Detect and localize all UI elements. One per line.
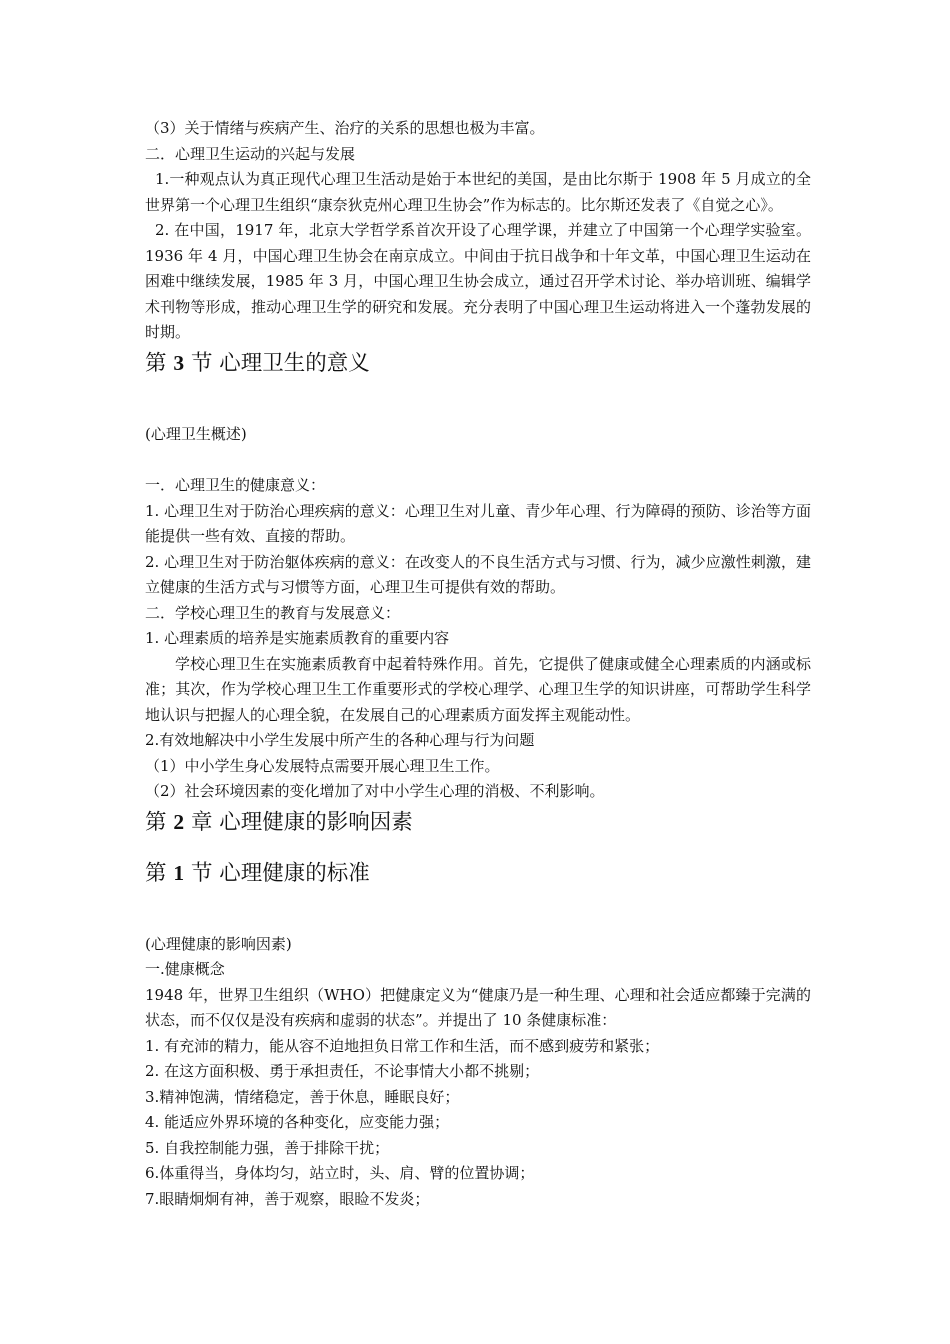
health-standard-item: 3.精神饱满，情绪稳定，善于休息，睡眠良好； <box>145 1087 460 1106</box>
health-standard-item: 7.眼睛炯炯有神，善于观察，眼睑不发炎； <box>145 1189 430 1208</box>
heading-title: 节 心理健康的标准 <box>190 860 370 886</box>
physical-illness-prevention-item: 2. 心理卫生对于防治躯体疾病的意义：在改变人的不良生活方式与习惯、行为，减少应激性刺激，建立健康的生活方式与习惯等方面，心理卫生可提供有效的帮助。 <box>145 552 811 596</box>
china-history-paragraph: 2. 在中国，1917 年，北京大学哲学系首次开设了心理学课，并建立了中国第一个心理学实验室。1936 年 4 月，中国心理卫生协会在南京成立。中间由于抗日战争和十年文革，中国心理卫生运动在困难中继续发展，1985 年 3 月，中国心理卫生协会成立，通过召开学术讨论、举办培训班、编辑学术刊物等形成，推动心理卫生学的研究和发展。充分表明了中国心理卫生运动将进入一个蓬勃发展的时期。 <box>145 221 811 341</box>
health-standard-item: 4. 能适应外界环境的各种变化，应变能力强； <box>145 1113 450 1131</box>
heading-title: 节 心理卫生的意义 <box>190 350 370 376</box>
section-3-heading <box>145 349 811 378</box>
quality-education-item: 1. 心理素质的培养是实施素质教育的重要内容 <box>145 629 450 647</box>
mental-illness-prevention-item: 1. 心理卫生对于防治心理疾病的意义：心理卫生对儿童、青少年心理、行为障碍的预防、诊治等方面能提供一些有效、直接的帮助。 <box>145 501 811 545</box>
emotion-disease-line: （3）关于情绪与疾病产生、治疗的关系的思想也极为丰富。 <box>145 119 545 137</box>
health-standard-item: 1. 有充沛的精力，能从容不迫地担负日常工作和生活，而不感到疲劳和紧张； <box>145 1036 660 1055</box>
student-problems-sub-1: （1）中小学生身心发展特点需要开展心理卫生工作。 <box>145 756 500 775</box>
section-1-heading <box>145 859 811 888</box>
heading-number: 3 <box>173 350 185 375</box>
chapter-2-heading <box>145 808 811 837</box>
health-concept-heading: 一.健康概念 <box>145 960 225 978</box>
student-problems-sub-2: （2）社会环境因素的变化增加了对中小学生心理的消极、不利影响。 <box>145 782 605 800</box>
health-standard-item: 5. 自我控制能力强，善于排除干扰； <box>145 1138 390 1157</box>
document-body <box>145 116 811 1212</box>
heading-prefix: 第 <box>145 860 167 886</box>
heading-prefix: 第 <box>145 809 167 835</box>
quality-education-body: 学校心理卫生在实施素质教育中起着特殊作用。首先，它提供了健康或健全心理素质的内涵或标准；其次，作为学校心理卫生工作重要形式的学校心理学、心理卫生学的知识讲座，可帮助学生科学地认识与把握人的心理全貌，在发展自己的心理素质方面发挥主观能动性。 <box>145 654 811 724</box>
who-definition-paragraph: 1948 年，世界卫生组织（WHO）把健康定义为“健康乃是一种生理、心理和社会适应都臻于完满的状态，而不仅仅是没有疾病和虚弱的状态”。并提出了 10 条健康标准： <box>145 985 811 1029</box>
section-1-subtitle: (心理健康的影响因素) <box>145 934 292 953</box>
heading-title: 章 心理健康的影响因素 <box>190 809 413 835</box>
heading-number: 2 <box>173 809 185 834</box>
beers-paragraph: 1.一种观点认为真正现代心理卫生活动是始于本世纪的美国，是由比尔斯于 1908 年 5 月成立的全世界第一个心理卫生组织“康奈狄克州心理卫生协会”作为标志的。比尔斯还发表了《自觉之心》。 <box>145 170 811 214</box>
student-problems-item: 2.有效地解决中小学生发展中所产生的各种心理与行为问题 <box>145 731 535 749</box>
section-3-subtitle: (心理卫生概述) <box>145 424 247 443</box>
health-standard-item: 6.体重得当，身体均匀，站立时，头、肩、臂的位置协调； <box>145 1164 535 1182</box>
health-standard-item: 2. 在这方面积极、勇于承担责任，不论事情大小都不挑剔； <box>145 1062 540 1080</box>
heading-number: 1 <box>173 860 185 885</box>
heading-prefix: 第 <box>145 350 167 376</box>
mental-hygiene-movement-heading: 二．心理卫生运动的兴起与发展 <box>145 144 356 163</box>
school-hygiene-heading: 二．学校心理卫生的教育与发展意义： <box>145 603 401 622</box>
health-meaning-heading: 一．心理卫生的健康意义： <box>145 476 326 494</box>
